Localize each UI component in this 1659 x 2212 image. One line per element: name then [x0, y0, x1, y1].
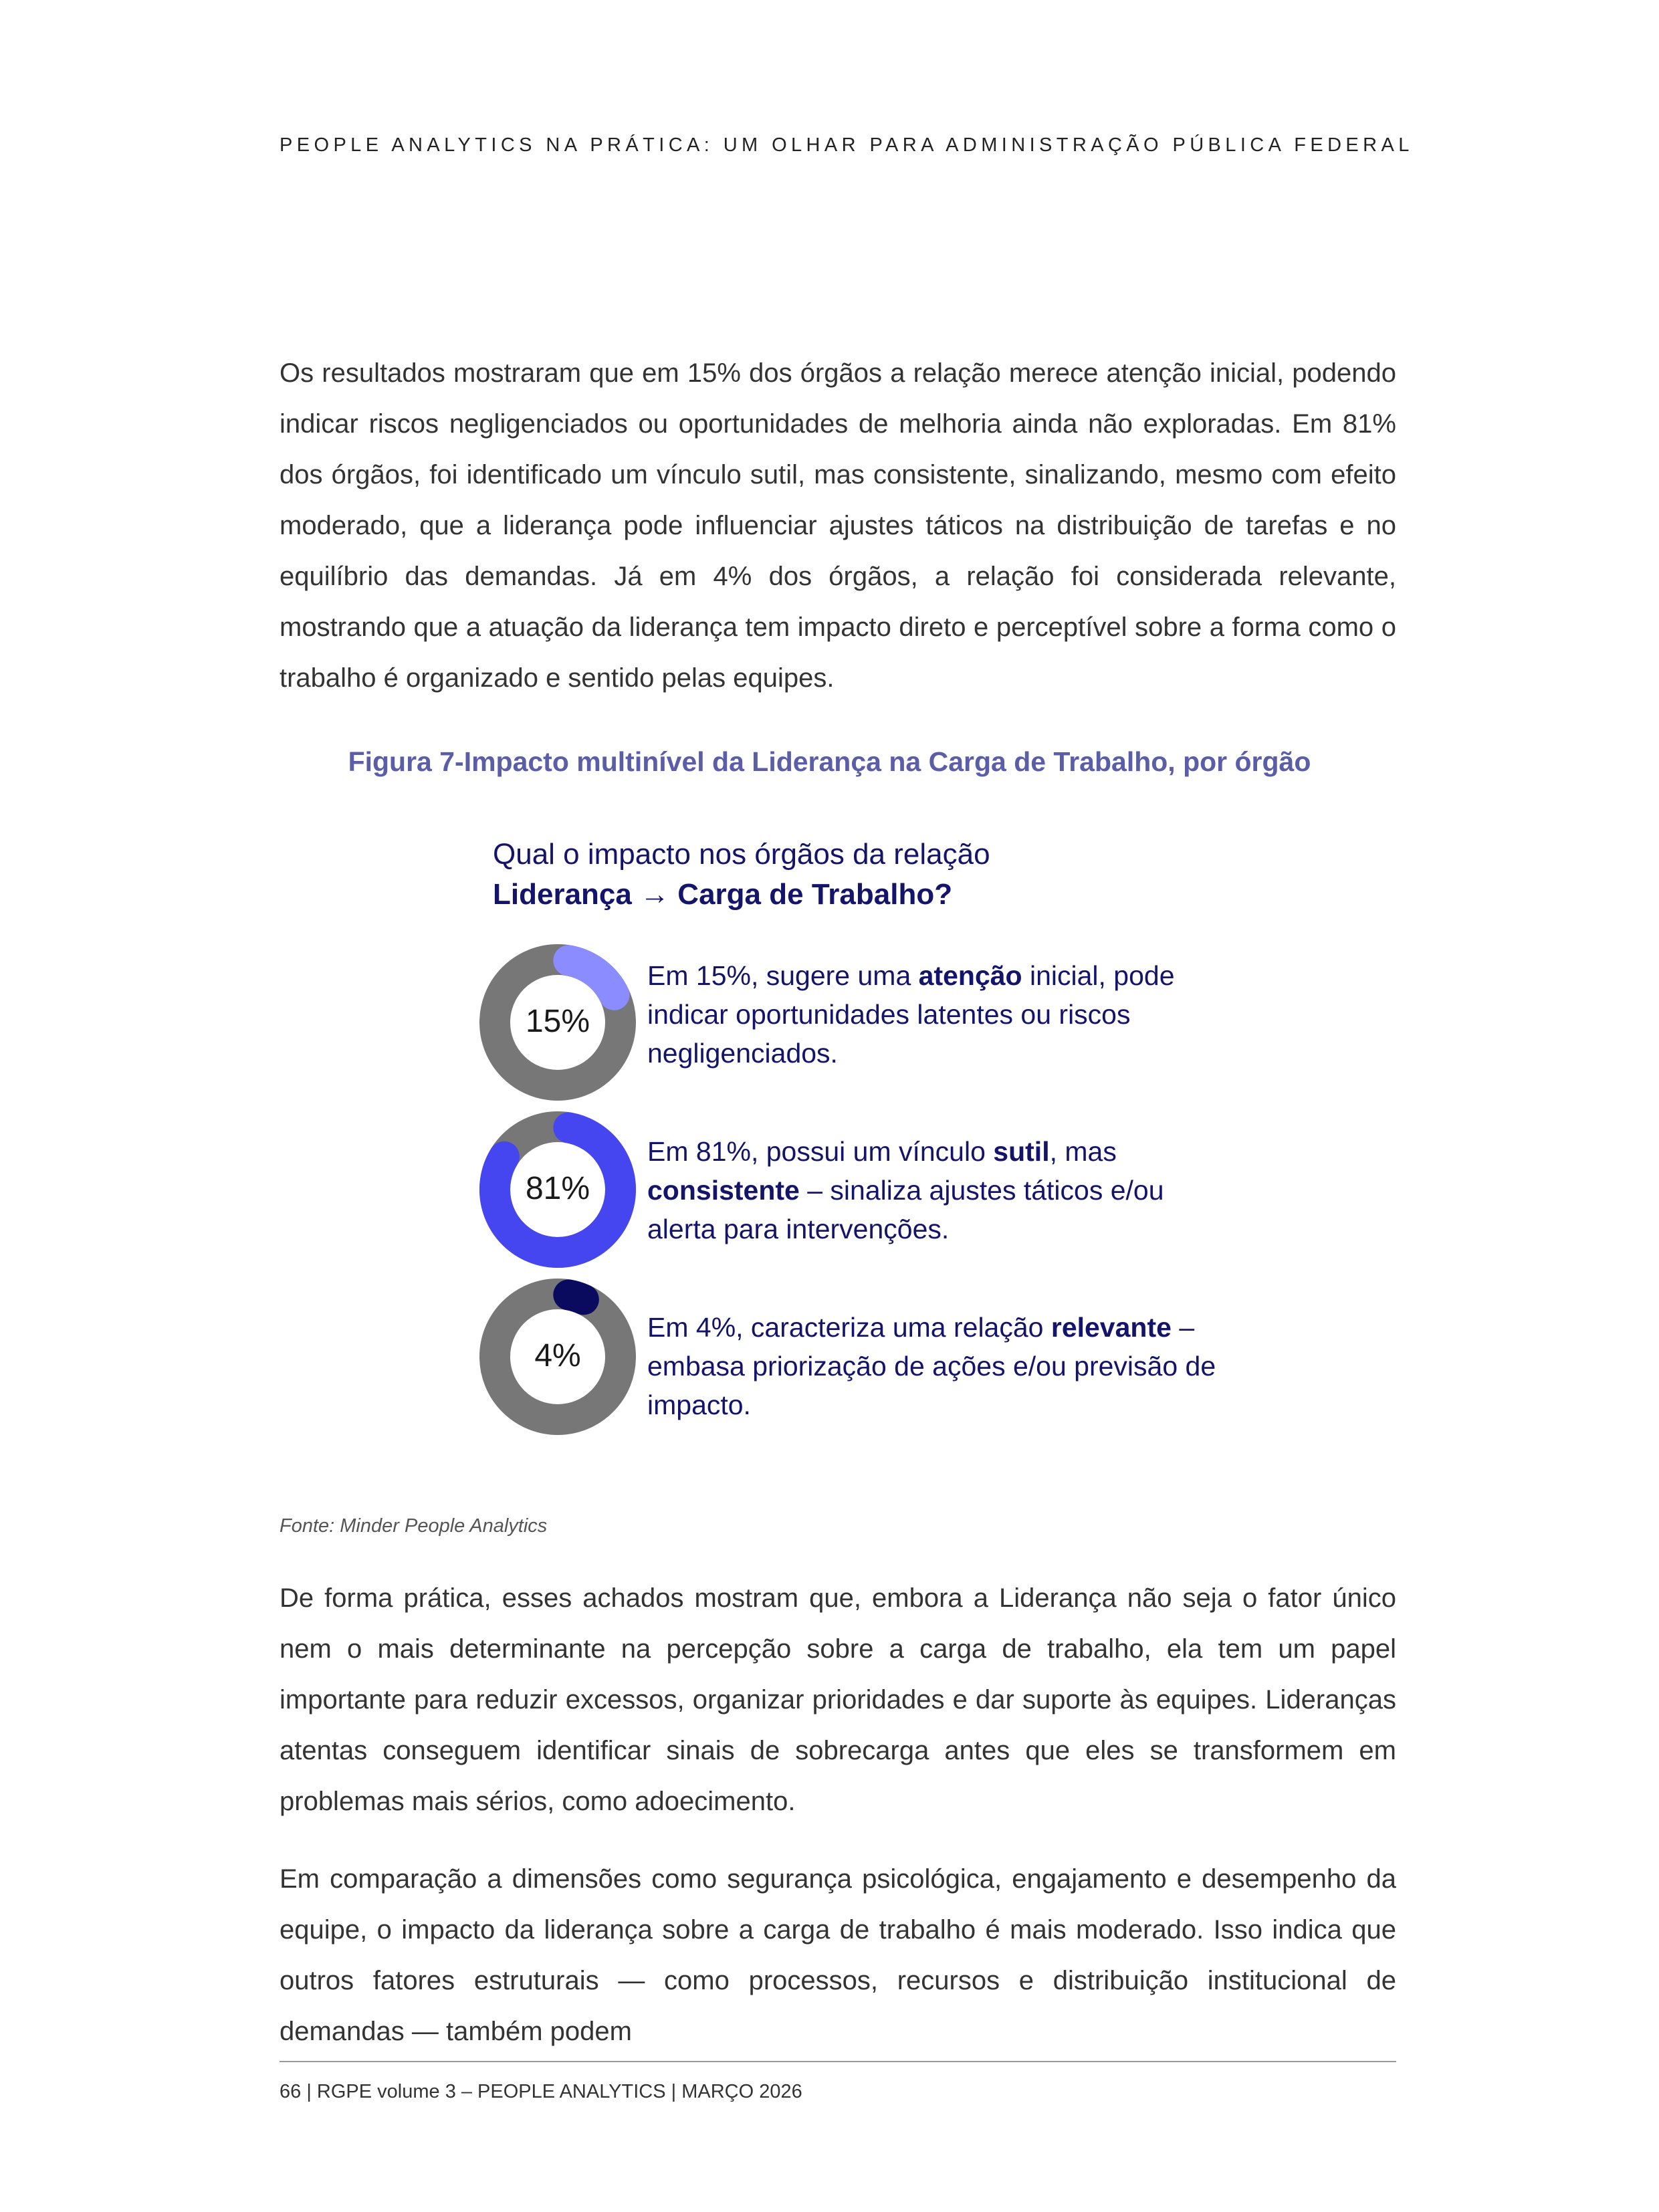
page-header [280, 132, 1414, 158]
donut-description-81: Em 81%, possui um vínculo sutil, mas consistente – sinaliza ajustes táticos e/ou alerta para intervenções. [647, 1136, 1164, 1244]
donut-chart-81 [479, 1111, 636, 1268]
header-title: PEOPLE ANALYTICS NA PRÁTICA: UM OLHAR PARA ADMINISTRAÇÃO PÚBLICA FEDERAL [280, 134, 1414, 156]
paragraph-comparison: Em comparação a dimensões como segurança psicológica, engajamento e desempenho da equipe, o impacto da liderança sobre a carga de trabalho é mais moderado. Isso indica que outros fatores estruturais — como processos, recursos e distribuição institucional de demandas — também podem [280, 1864, 1396, 2046]
figure-caption: Figura 7-Impacto multinível da Liderança na Carga de Trabalho, por órgão [348, 746, 1311, 777]
donut-description-4: Em 4%, caracteriza uma relação relevante – embasa priorização de ações e/ou previsão de impacto. [647, 1312, 1216, 1420]
donut-chart-15 [479, 944, 636, 1101]
page-footer: 66 | RGPE volume 3 – PEOPLE ANALYTICS | MARÇO 2026 [280, 2081, 802, 2102]
figure-question-line2: Liderança → Carga de Trabalho? [493, 878, 953, 911]
donut-label-15: 15% [525, 1004, 590, 1039]
paragraph-practical-findings: De forma prática, esses achados mostram que, embora a Liderança não seja o fator único nem o mais determinante na percepção sobre a carga de trabalho, ela tem um papel importante para reduzir excessos, organizar prioridades e dar suporte às equipes. Lideranças atentas conseguem identificar sinais de sobrecarga antes que eles se transformem em problemas mais sérios, como adoecimento. [280, 1583, 1396, 1816]
donut-description-15: Em 15%, sugere uma atenção inicial, pode indicar oportunidades latentes ou riscos negligenciados. [647, 960, 1175, 1069]
donut-arc-4 [568, 1295, 584, 1299]
donut-label-81: 81% [525, 1171, 590, 1206]
paragraph-results: Os resultados mostraram que em 15% dos órgãos a relação merece atenção inicial, podendo indicar riscos negligenciados ou oportunidades de melhoria ainda não exploradas. Em 81% dos órgãos, foi identificado um vínculo sutil, mas consistente, sinalizando, mesmo com efeito moderado, que a liderança pode influenciar ajustes táticos na distribuição de tarefas e no equilíbrio das demandas. Já em 4% dos órgãos, a relação foi considerada relevante, mostrando que a atuação da liderança tem impacto direto e perceptível sobre a forma como o trabalho é organizado e sentido pelas equipes. [280, 358, 1396, 693]
footer-rule [280, 2061, 1396, 2062]
figure-source: Fonte: Minder People Analytics [280, 1515, 548, 1537]
figure-question-line1: Qual o impacto nos órgãos da relação [493, 838, 990, 871]
donut-arc-15 [568, 960, 614, 994]
donut-chart-4 [479, 1279, 636, 1435]
donut-label-4: 4% [534, 1338, 581, 1373]
